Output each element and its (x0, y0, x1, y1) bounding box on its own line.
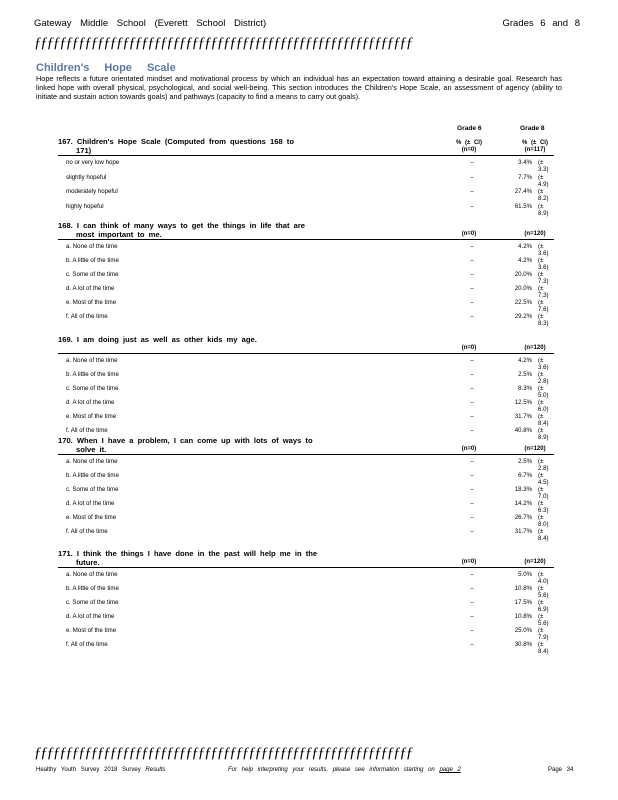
grade8-percent: 5.0% (518, 571, 532, 578)
response-label: b. A little of the time (66, 371, 119, 378)
grade8-percent: 12.5% (514, 399, 532, 406)
grade6-value: -- (470, 627, 475, 634)
response-label: f. All of the time (66, 313, 108, 320)
response-label: c. Some of the time (66, 486, 119, 493)
response-label: b. A little of the time (66, 257, 119, 264)
grade8-ci: (± 6.9) (538, 599, 549, 613)
grade8-ci: (± 8.4) (538, 413, 549, 427)
response-row (58, 282, 554, 299)
response-label: slightly hopeful (66, 173, 107, 181)
grade8-percent: 26.7% (514, 514, 532, 521)
grade8-ci: (± 2.8) (538, 371, 549, 385)
response-label: e. Most of the time (66, 627, 117, 634)
section-title: Children's Hope Scale (36, 62, 176, 74)
grade6-value: -- (470, 202, 475, 210)
grade8-percent: 10.8% (514, 585, 532, 592)
header-school: Gateway Middle School (Everett School District) (34, 18, 267, 29)
grade8-percent: 2.5% (518, 371, 532, 378)
grade8-n: (n=120) (524, 446, 546, 452)
response-row (58, 156, 554, 171)
response-label: a. None of the time (66, 243, 118, 250)
grade8-percent: 10.8% (514, 613, 532, 620)
response-label: e. Most of the time (66, 299, 117, 306)
response-label: a. None of the time (66, 571, 118, 578)
footer-results-text: Results (145, 767, 166, 773)
grade8-ci: (± 8.9) (538, 427, 549, 441)
grade8-ci: (± 4.0) (538, 571, 549, 585)
response-label: e. Most of the time (66, 514, 117, 521)
grade8-ci: (± 3.6) (538, 357, 549, 371)
grade8-n: (n=120) (524, 345, 546, 351)
response-row (58, 624, 554, 641)
grade6-value: -- (470, 472, 475, 479)
grade8-ci: (± 3.6) (538, 257, 549, 271)
response-label: highly hopeful (66, 202, 104, 210)
response-row (58, 469, 554, 486)
footer-help-text: For help interpreting your results, please see information starting on (228, 767, 435, 773)
section-intro: Hope reflects a future orientated mindset and motivational process by which an individual has an expectation toward attaining a desirable goal. Research has linked hope with overall physical, psychological, and social well-being. This section introduces the Children's Hope Scale, an assessment of agency (ability to initiate and sustain action towards goals) and pathways (capacity to find a means to carry out goals). (36, 74, 562, 101)
ornament-divider-top: ƒƒƒƒƒƒƒƒƒƒƒƒƒƒƒƒƒƒƒƒƒƒƒƒƒƒƒƒƒƒƒƒƒƒƒƒƒƒƒƒƒƒƒƒƒƒƒƒƒƒƒƒƒƒƒƒƒƒƒƒ (34, 36, 413, 50)
grade8-n: (n=120) (524, 559, 546, 565)
grade8-percent: 31.7% (514, 413, 532, 420)
grade6-header: Grade 6 (457, 125, 482, 132)
response-row (58, 396, 554, 413)
response-label: moderately hopeful (66, 188, 118, 195)
grade6-value: -- (470, 571, 475, 578)
grade6-value: -- (470, 585, 475, 592)
grade8-percent: 25.0% (514, 627, 532, 634)
grade8-percent: 4.2% (518, 357, 532, 364)
response-label: b. A little of the time (66, 585, 119, 592)
response-row (58, 354, 554, 371)
response-row (58, 596, 554, 613)
grade8-percent: 30.8% (514, 641, 532, 648)
grade8-percent: 22.5% (514, 299, 532, 306)
grade6-value: -- (470, 159, 475, 166)
question-title (58, 137, 548, 155)
response-row (58, 268, 554, 285)
question-title-line2: future. (76, 557, 100, 567)
grade6-value: -- (470, 599, 475, 606)
grade8-percent: 4.2% (518, 257, 532, 264)
grade6-value: -- (470, 500, 475, 507)
footer-help (228, 767, 461, 773)
response-row (58, 511, 554, 528)
grade8-ci: (± 8.4) (538, 528, 549, 542)
response-label: d. A lot of the time (66, 500, 115, 507)
grade6-value: -- (470, 413, 475, 420)
grade8-ci-label: % (± CI) (522, 140, 548, 146)
question-title-line1: 167. Children's Hope Scale (Computed from questions 168 to (58, 137, 294, 146)
question-title (58, 436, 546, 454)
grade8-ci: (± 6.3) (538, 500, 549, 514)
grade8-ci: (± 4.9) (538, 173, 549, 188)
grade6-n: (n=0) (461, 147, 477, 153)
grade8-ci: (± 5.6) (538, 585, 549, 599)
response-label: f. All of the time (66, 528, 108, 535)
question-block (58, 137, 554, 217)
footer-page-number: Page 34 (548, 767, 574, 773)
grade6-value: -- (470, 173, 475, 181)
question-title (58, 549, 546, 567)
question-title-line1: 169. I am doing just as well as other kids my age. (58, 335, 257, 344)
grade8-ci: (± 7.9) (538, 627, 549, 641)
grade6-value: -- (470, 299, 475, 306)
grade8-ci: (± 7.3) (538, 285, 549, 299)
grade6-n: (n=0) (461, 345, 477, 351)
grade8-ci: (± 3.3) (538, 159, 549, 173)
grade8-percent: 17.5% (514, 599, 532, 606)
grade8-percent: 31.7% (514, 528, 532, 535)
grade8-percent: 40.8% (514, 427, 532, 434)
grade8-ci: (± 5.6) (538, 613, 549, 627)
response-row (58, 568, 554, 585)
response-row (58, 582, 554, 599)
footer-survey-name (36, 767, 165, 773)
ornament-divider-bottom: ƒƒƒƒƒƒƒƒƒƒƒƒƒƒƒƒƒƒƒƒƒƒƒƒƒƒƒƒƒƒƒƒƒƒƒƒƒƒƒƒƒƒƒƒƒƒƒƒƒƒƒƒƒƒƒƒƒƒƒƒ (34, 746, 413, 760)
grade8-ci: (± 8.0) (538, 514, 549, 528)
response-label: a. None of the time (66, 357, 118, 364)
response-row (58, 382, 554, 399)
grade8-ci: (± 2.8) (538, 458, 549, 472)
response-row (58, 171, 554, 186)
grade8-percent: 7.7% (518, 173, 532, 181)
grade8-ci: (± 8.4) (538, 641, 549, 655)
response-row (58, 455, 554, 472)
grade6-value: -- (470, 399, 475, 406)
grade8-ci: (± 8.3) (538, 313, 549, 327)
grade8-ci: (± 5.0) (538, 385, 549, 399)
grade8-ci: (± 3.6) (538, 243, 549, 257)
grade6-value: -- (470, 427, 475, 434)
grade8-percent: 4.2% (518, 243, 532, 250)
grade8-percent: 20.0% (514, 285, 532, 292)
grade6-n: (n=0) (461, 446, 477, 452)
response-label: f. All of the time (66, 641, 108, 648)
response-label: d. A lot of the time (66, 399, 115, 406)
response-row (58, 310, 554, 327)
response-label: c. Some of the time (66, 385, 119, 392)
question-block (58, 221, 554, 327)
question-title-line1: 171. I think the things I have done in the past will help me in the (58, 549, 318, 558)
header-grades: Grades 6 and 8 (502, 18, 580, 29)
response-row (58, 410, 554, 427)
grade8-percent: 6.7% (518, 472, 532, 479)
response-label: c. Some of the time (66, 599, 119, 606)
grade8-ci: (± 7.0) (538, 486, 549, 500)
grade8-percent: 20.0% (514, 271, 532, 278)
grade8-n: (n=120) (524, 231, 546, 237)
grade6-value: -- (470, 271, 475, 278)
grade8-percent: 29.2% (514, 313, 532, 320)
grade6-value: -- (470, 641, 475, 648)
grade6-value: -- (470, 257, 475, 264)
grade6-value: -- (470, 285, 475, 292)
response-label: a. None of the time (66, 458, 118, 465)
grade8-percent: 8.3% (518, 385, 532, 392)
response-row (58, 483, 554, 500)
grade8-percent: 14.2% (514, 500, 532, 507)
response-row (58, 497, 554, 514)
grade6-value: -- (470, 486, 475, 493)
grade6-value: -- (470, 357, 475, 364)
grade6-value: -- (470, 528, 475, 535)
response-row (58, 240, 554, 257)
response-label: b. A little of the time (66, 472, 119, 479)
grade6-n: (n=0) (461, 231, 477, 237)
grade8-percent: 2.5% (518, 458, 532, 465)
response-label: f. All of the time (66, 427, 108, 434)
grade6-value: -- (470, 313, 475, 320)
grade6-value: -- (470, 514, 475, 521)
grade6-value: -- (470, 371, 475, 378)
footer-page-link[interactable]: page 2 (439, 767, 461, 773)
grade8-percent: 3.4% (518, 159, 532, 166)
grade8-percent: 27.4% (514, 188, 532, 195)
response-row (58, 525, 554, 542)
question-title (58, 221, 546, 239)
response-row (58, 254, 554, 271)
response-label: c. Some of the time (66, 271, 119, 278)
question-title-line2: most important to me. (76, 229, 162, 239)
grade8-ci: (± 4.5) (538, 472, 549, 486)
grade8-percent: 18.3% (514, 486, 532, 493)
grade8-n: (n=117) (524, 147, 546, 153)
question-title (58, 335, 546, 353)
response-label: no or very low hope (66, 159, 120, 166)
response-label: d. A lot of the time (66, 285, 115, 292)
question-title-line2: 171) (76, 145, 92, 155)
response-row (58, 185, 554, 200)
response-row (58, 200, 554, 215)
grade6-value: -- (470, 613, 475, 620)
question-title-line1: 168. I can think of many ways to get the things in life that are (58, 221, 305, 230)
grade8-percent: 61.5% (514, 202, 532, 210)
response-label: e. Most of the time (66, 413, 117, 420)
response-row (58, 368, 554, 385)
grade6-value: -- (470, 188, 475, 195)
question-block (58, 549, 554, 655)
footer-survey-text: Healthy Youth Survey 2018 Survey (36, 767, 141, 773)
response-row (58, 638, 554, 655)
grade8-header: Grade 8 (520, 125, 545, 132)
question-title-line2: solve it. (76, 444, 107, 454)
question-block (58, 436, 554, 542)
grade8-ci: (± 7.3) (538, 271, 549, 285)
grade6-n: (n=0) (461, 559, 477, 565)
response-label: d. A lot of the time (66, 613, 115, 620)
question-title-line1: 170. When I have a problem, I can come up with lots of ways to (58, 436, 313, 445)
grade6-value: -- (470, 385, 475, 392)
response-row (58, 296, 554, 313)
grade8-ci: (± 8.9) (538, 202, 549, 217)
grade6-value: -- (470, 458, 475, 465)
response-row (58, 610, 554, 627)
grade8-ci: (± 7.6) (538, 299, 549, 313)
grade6-value: -- (470, 243, 475, 250)
grade6-ci-label: % (± CI) (456, 140, 482, 146)
grade8-ci: (± 6.0) (538, 399, 549, 413)
grade8-ci: (± 8.2) (538, 188, 549, 202)
